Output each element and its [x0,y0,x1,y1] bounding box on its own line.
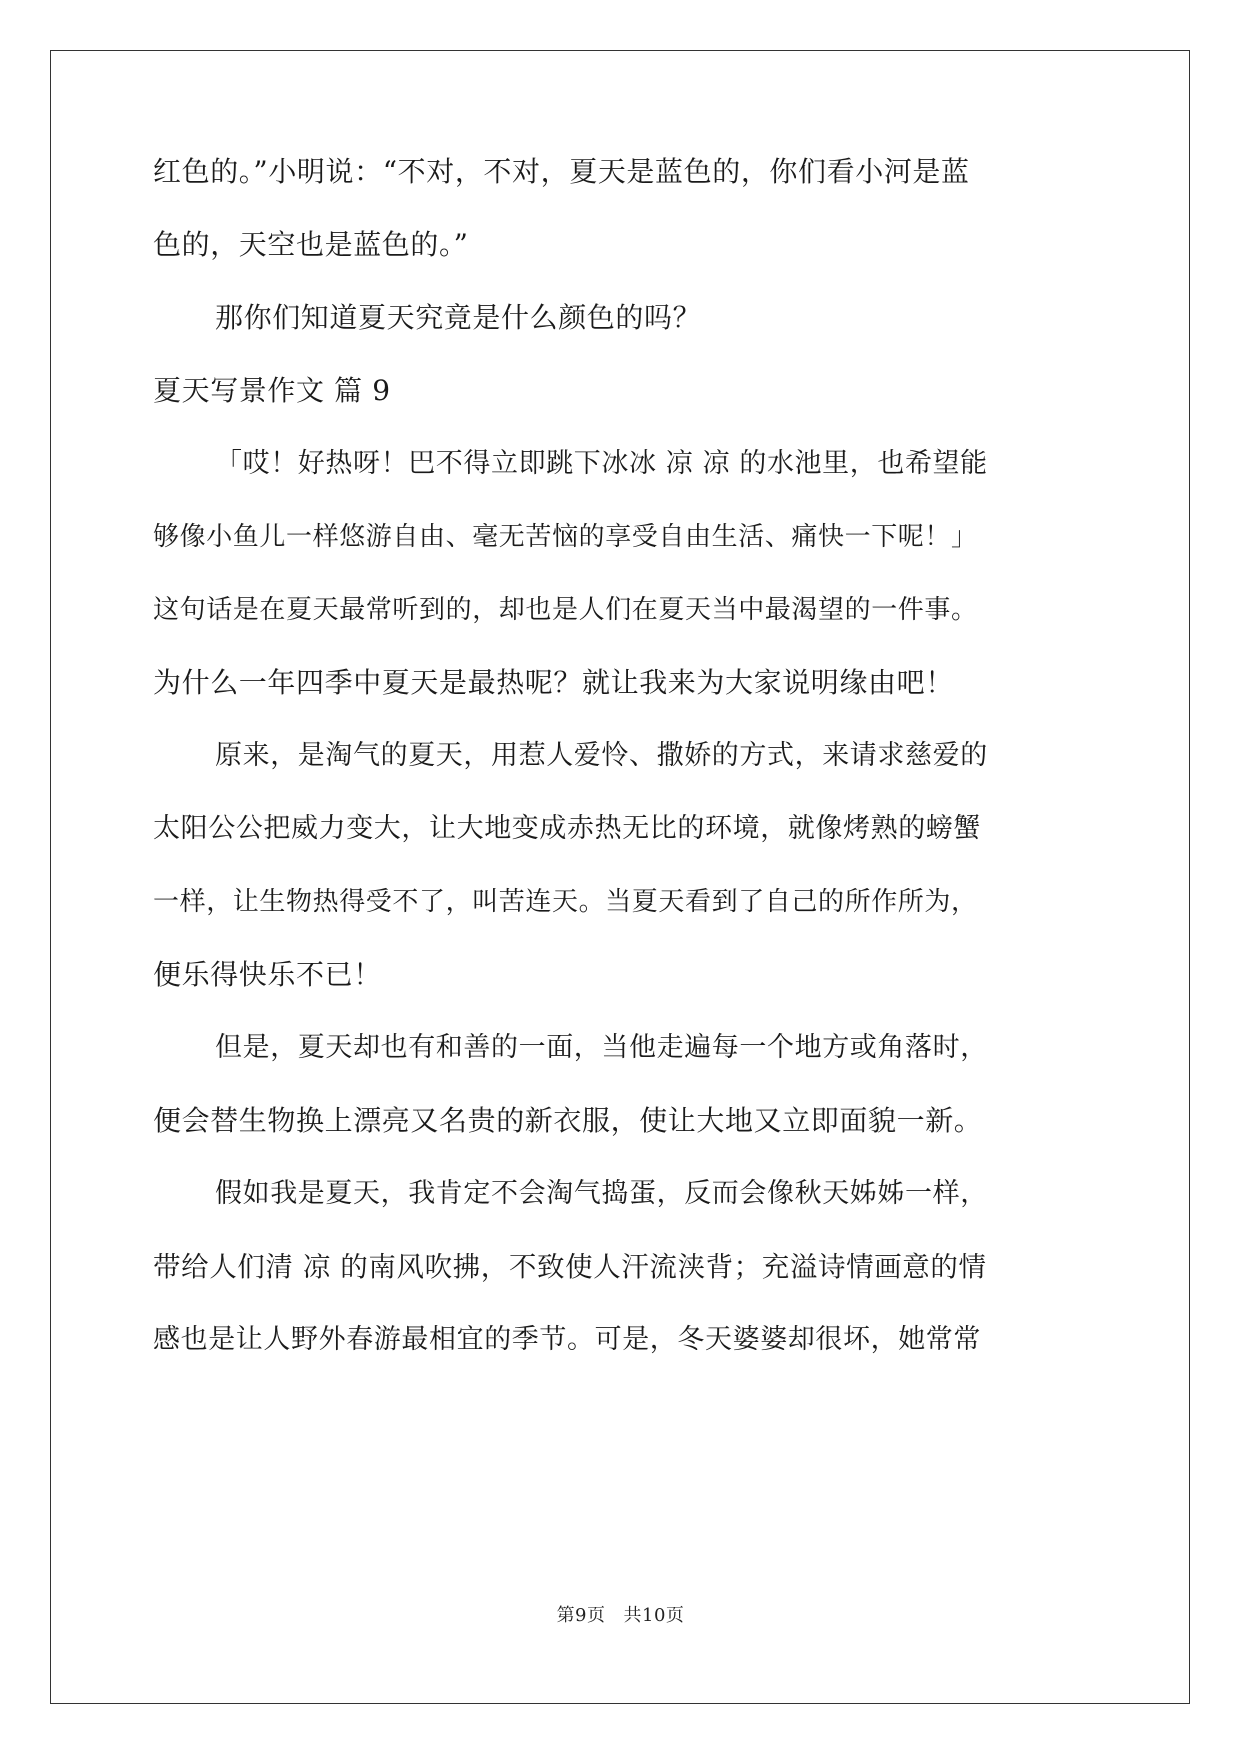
text-line: 太阳公公把威力变大，让大地变成赤热无比的环境，就像烤熟的螃蟹 [153,813,981,844]
section-heading: 夏天写景作文 篇 9 [153,374,391,407]
text-line: 但是，夏天却也有和善的一面，当他走遍每一个地方或角落时， [215,1032,988,1063]
text-line: 一样，让生物热得受不了，叫苦连天。当夏天看到了自己的所作所为， [153,887,978,917]
text-line: 带给人们清 凉 的南风吹拂，不致使人汗流浃背；充溢诗情画意的情 [153,1251,987,1283]
text-line: 便会替生物换上漂亮又名贵的新衣服，使让大地又立即面貌一新。 [153,1104,983,1137]
text-line: 够像小鱼儿一样悠游自由、毫无苦恼的享受自由生活、痛快一下呢！」 [153,522,978,552]
text-line: 这句话是在夏天最常听到的，却也是人们在夏天当中最渴望的一件事。 [153,595,978,625]
text-line: 便乐得快乐不已！ [153,958,382,991]
text-line: 假如我是夏天，我肯定不会淘气捣蛋，反而会像秋天姊姊一样， [215,1178,988,1209]
text-line: 原来，是淘气的夏天，用惹人爱怜、撒娇的方式，来请求慈爱的 [215,740,988,771]
text-line: 色的，天空也是蓝色的。” [153,228,469,261]
text-line: 红色的。”小明说：“不对，不对，夏天是蓝色的，你们看小河是蓝 [153,155,970,188]
text-line: 为什么一年四季中夏天是最热呢？就让我来为大家说明缘由吧！ [153,666,954,699]
text-line: 感也是让人野外春游最相宜的季节。可是，冬天婆婆却很坏，她常常 [153,1324,981,1355]
page-total: 共10页 [623,1605,685,1626]
page-footer [0,1604,1241,1628]
text-line: 「哎！好热呀！巴不得立即跳下冰冰 凉 凉 的水池里，也希望能 [215,448,988,479]
page-number: 第9页 [556,1605,606,1626]
text-line: 那你们知道夏天究竟是什么颜色的吗？ [215,301,702,334]
